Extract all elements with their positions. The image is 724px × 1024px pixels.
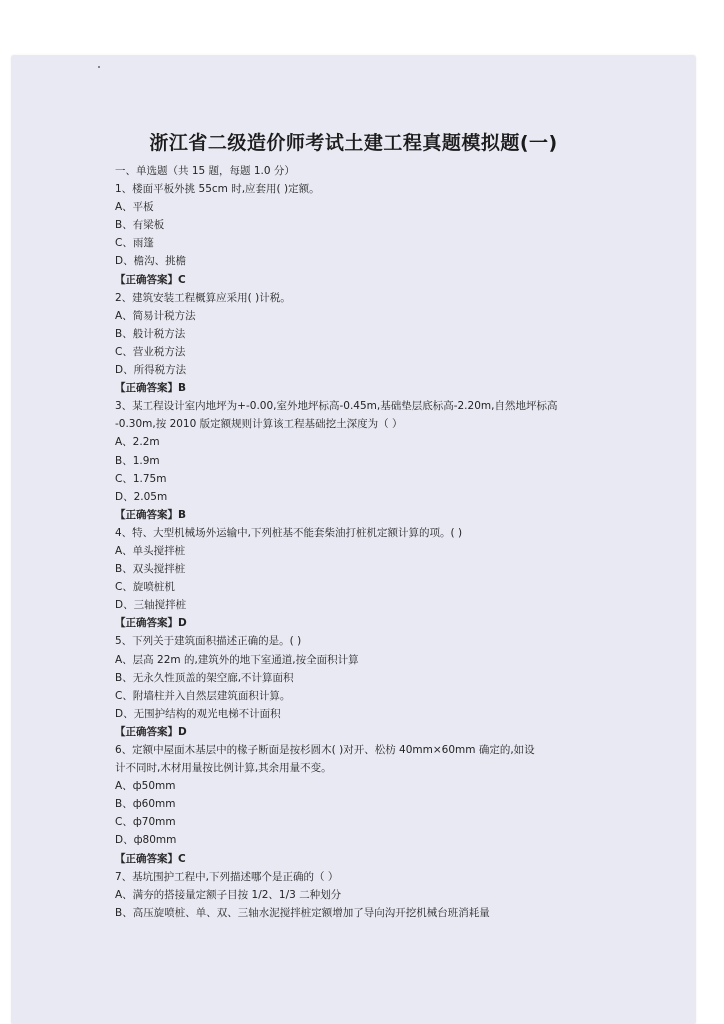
answer-option: A、ф50mm <box>115 780 176 793</box>
answer-option: B、有梁板 <box>115 219 165 232</box>
question-text: 5、下列关于建筑面积描述正确的是。( ) <box>115 635 302 648</box>
answer-option: B、ф60mm <box>115 798 176 811</box>
answer-option: C、营业税方法 <box>115 345 186 358</box>
correct-answer: 【正确答案】C <box>115 273 186 286</box>
question-text: 2、建筑安装工程概算应采用( )计税。 <box>115 291 291 304</box>
correct-answer: 【正确答案】C <box>115 852 186 865</box>
question-text: -0.30m,按 2010 版定额规则计算该工程基础挖土深度为（ ） <box>115 418 403 431</box>
answer-option: B、般计税方法 <box>115 327 186 340</box>
page-title: 浙江省二级造价师考试土建工程真题模拟题(一) <box>149 132 558 154</box>
answer-option: B、双头搅拌桩 <box>115 563 186 576</box>
answer-option: C、1.75m <box>115 472 167 485</box>
question-text: 4、特、大型机械场外运输中,下列桩基不能套柴油打桩机定额计算的项。( ) <box>115 526 463 539</box>
answer-option: A、简易计税方法 <box>115 309 196 322</box>
answer-option: A、满夯的搭接量定额子目按 1/2、1/3 二种划分 <box>115 888 342 901</box>
correct-answer: 【正确答案】D <box>115 617 187 630</box>
answer-option: D、2.05m <box>115 490 168 503</box>
answer-option: A、层高 22m 的,建筑外的地下室通道,按全面积计算 <box>115 653 359 666</box>
answer-option: C、ф70mm <box>115 816 176 829</box>
document-page <box>12 56 695 1024</box>
answer-option: C、附墙柱并入自然层建筑面积计算。 <box>115 689 291 702</box>
answer-option: A、单头搅拌桩 <box>115 544 186 557</box>
correct-answer: 【正确答案】B <box>115 508 187 521</box>
question-text: 7、基坑围护工程中,下列描述哪个是正确的（ ） <box>115 870 339 883</box>
answer-option: B、1.9m <box>115 454 160 467</box>
question-text: 3、某工程设计室内地坪为+-0.00,室外地坪标高-0.45m,基础垫层底标高-2.20m,自然地坪标高 <box>115 400 558 413</box>
answer-option: A、平板 <box>115 201 154 214</box>
correct-answer: 【正确答案】B <box>115 382 187 395</box>
answer-option: D、ф80mm <box>115 834 177 847</box>
answer-option: C、雨篷 <box>115 237 154 250</box>
correct-answer: 【正确答案】D <box>115 725 187 738</box>
answer-option: B、无永久性顶盖的架空廊,不计算面积 <box>115 671 294 684</box>
question-text: 6、定额中屋面木基层中的椽子断面是按杉圆木( )对开、松枋 40mm×60mm 确定的,如设 <box>115 744 535 756</box>
answer-option: D、所得税方法 <box>115 364 187 377</box>
answer-option: D、三轴搅拌桩 <box>115 599 187 612</box>
answer-option: A、2.2m <box>115 436 160 449</box>
answer-option: D、无围护结构的观光电梯不计面积 <box>115 707 281 720</box>
document-body <box>115 162 675 922</box>
question-text: 计不同时,木材用量按比例计算,其余用量不变。 <box>115 762 332 775</box>
question-text: 1、楼面平板外挑 55cm 时,应套用( )定额。 <box>115 183 320 196</box>
answer-option: C、旋喷桩机 <box>115 581 175 594</box>
answer-option: B、高压旋喷桩、单、双、三轴水泥搅拌桩定额增加了导向沟开挖机械台班消耗量 <box>115 906 490 919</box>
section-heading: 一、单选题（共 15 题，每题 1.0 分） <box>115 165 295 177</box>
scan-speck <box>98 66 100 68</box>
answer-option: D、檐沟、挑檐 <box>115 255 187 268</box>
